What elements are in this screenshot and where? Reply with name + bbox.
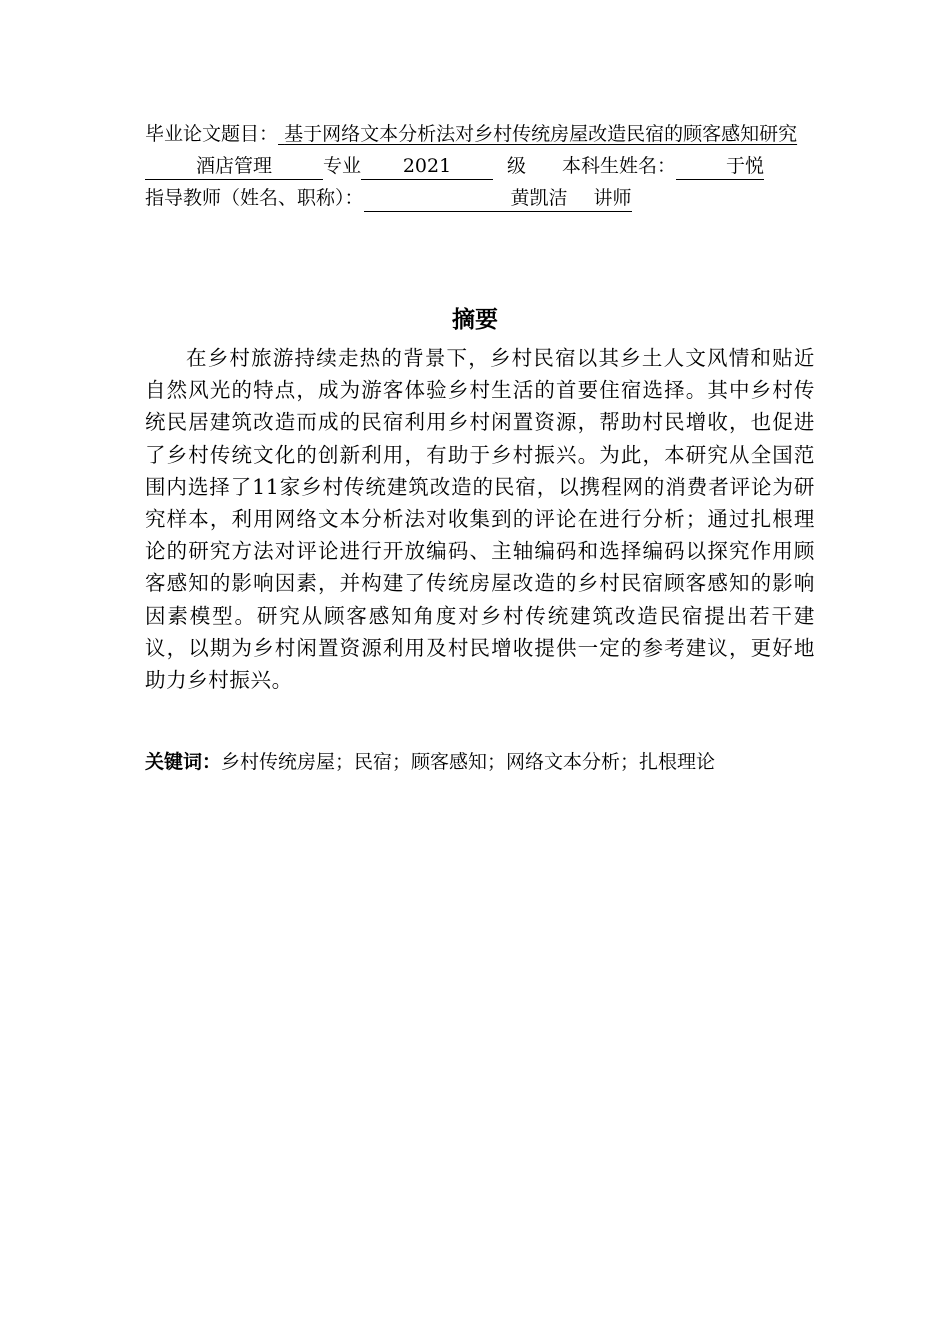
- advisor-name: 黄凯洁: [510, 187, 568, 209]
- abstract-heading: 摘要: [452, 307, 498, 333]
- student-name-value: 于悦: [676, 153, 764, 180]
- grade-label: 级: [507, 155, 527, 177]
- thesis-title-line: [145, 118, 815, 150]
- thesis-info-block: [145, 118, 815, 214]
- advisor-value: [364, 185, 632, 212]
- keywords-label: 关键词：: [145, 751, 222, 773]
- major-label: 专业: [323, 155, 362, 177]
- advisor-label: 指导教师（姓名、职称）：: [145, 187, 364, 209]
- thesis-title-label: 毕业论文题目：: [145, 123, 279, 145]
- grade-value: 2021: [361, 153, 493, 180]
- keywords-line: [145, 736, 805, 788]
- major-value: 酒店管理: [145, 153, 323, 180]
- abstract-body: 在乡村旅游持续走热的背景下，乡村民宿以其乡土人文风情和贴近自然风光的特点，成为游客体验乡村生活的首要住宿选择。其中乡村传统民居建筑改造而成的民宿利用乡村闲置资源，帮助村民增收，也促进了乡村传统文化的创新利用，有助于乡村振兴。为此，本研究从全国范围内选择了11家乡村传统建筑改造的民宿，以携程网的消费者评论为研究样本，利用网络文本分析法对收集到的评论在进行分析；通过扎根理论的研究方法对评论进行开放编码、主轴编码和选择编码以探究作用顾客感知的影响因素，并构建了传统房屋改造的乡村民宿顾客感知的影响因素模型。研究从顾客感知角度对乡村传统建筑改造民宿提出若干建议，以期为乡村闲置资源利用及村民增收提供一定的参考建议，更好地助力乡村振兴。: [145, 346, 815, 693]
- student-info-line: [145, 150, 815, 182]
- advisor-title: 讲师: [593, 187, 632, 209]
- student-name-label: 本科生姓名：: [562, 155, 677, 177]
- advisor-line: [145, 182, 815, 214]
- keywords-text: 乡村传统房屋；民宿；顾客感知；网络文本分析；扎根理论: [221, 751, 716, 773]
- thesis-title: 基于网络文本分析法对乡村传统房屋改造民宿的顾客感知研究: [284, 123, 798, 145]
